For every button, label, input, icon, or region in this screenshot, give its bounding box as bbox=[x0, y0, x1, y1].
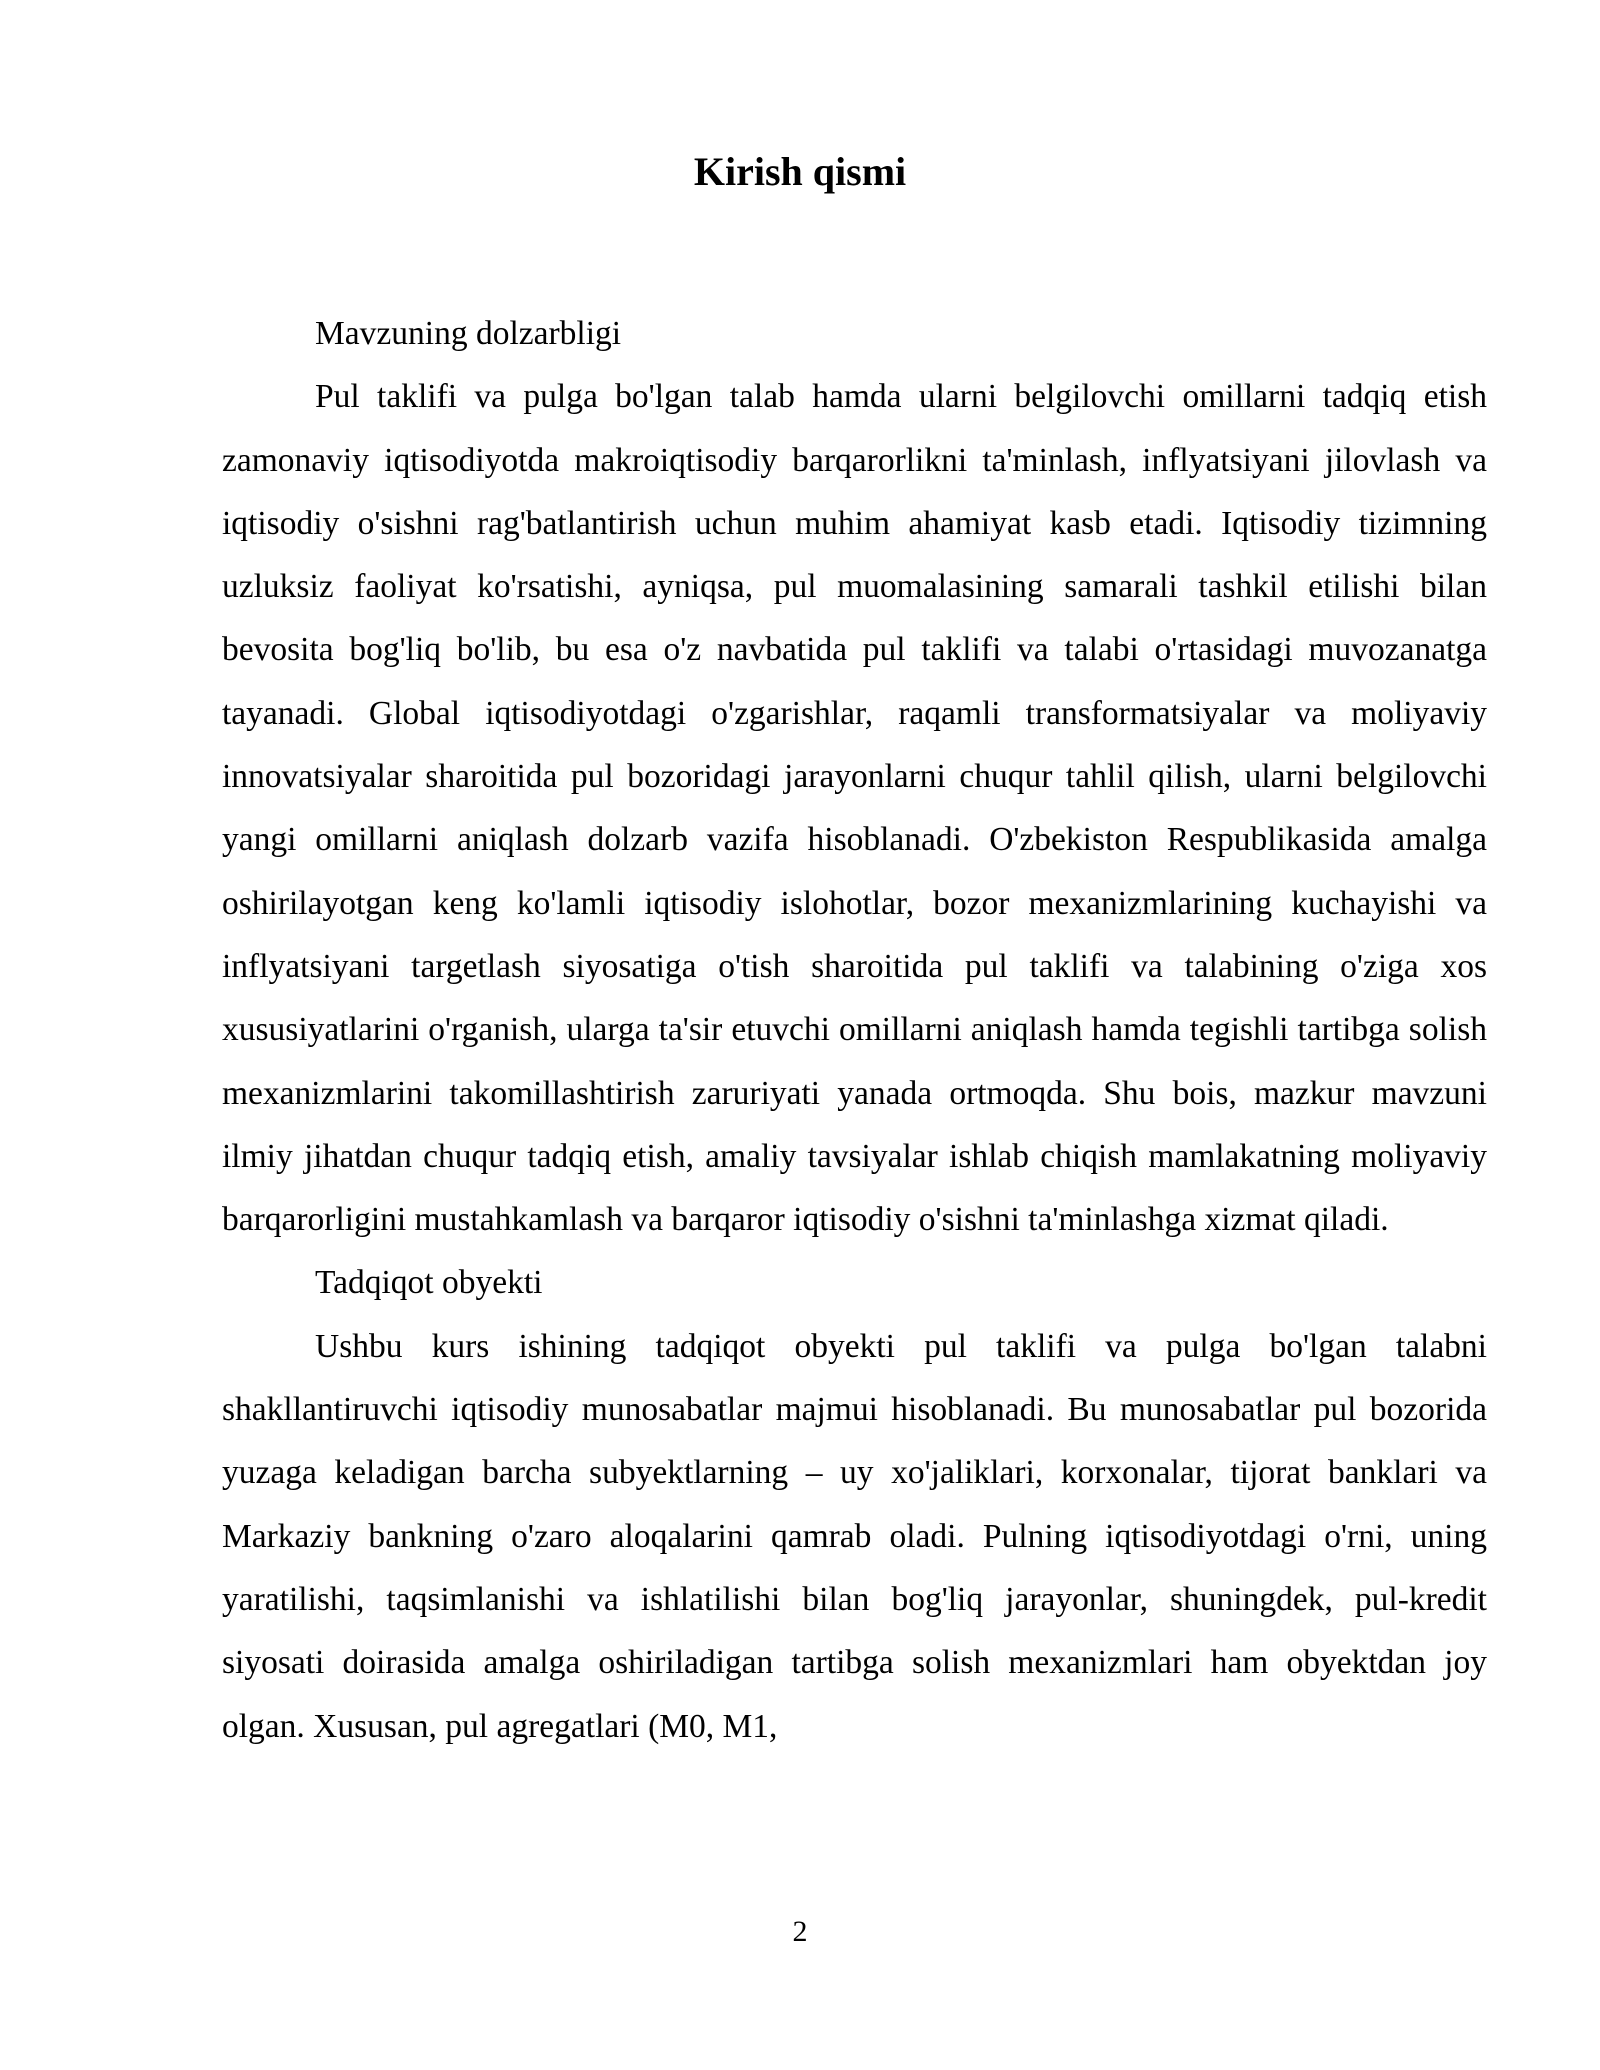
section-paragraph-research-object: Ushbu kurs ishining tadqiqot obyekti pul taklifi va pulga bo'lgan talabni shakllantiruvchi iqtisodiy munosabatlar majmui hisoblanadi. Bu munosabatlar pul bozorida yuzaga keladigan barcha subyektlarning – uy xo'jaliklari, korxonalar, tijorat banklari va Markaziy bankning o'zaro aloqalarini qamrab oladi. Pulning iqtisodiyotdagi o'rni, uning yaratilishi, taqsimlanishi va ishlatilishi bilan bog'liq jarayonlar, shuningdek, pul-kredit siyosati doirasida amalga oshiriladigan tartibga solish mexanizmlari ham obyektdan joy olgan. Xususan, pul agregatlari (M0, M1, bbox=[222, 1327, 1487, 1745]
section-heading-research-object: Tadqiqot obyekti bbox=[315, 1264, 543, 1302]
page-title: Kirish qismi bbox=[693, 149, 907, 194]
section-heading-relevance: Mavzuning dolzarbligi bbox=[315, 315, 622, 352]
section-paragraph-relevance: Pul taklifi va pulga bo'lgan talab hamda ularni belgilovchi omillarni tadqiq etish zamonaviy iqtisodiyotda makroiqtisodiy barqarorlikni ta'minlash, inflyatsiyani jilovlash va iqtisodiy o'sishni rag'batlantirish uchun muhim ahamiyat kasb etadi. Iqtisodiy tizimning uzluksiz faoliyat ko'rsatishi, ayniqsa, pul muomalasining samarali tashkil etilishi bilan bevosita bog'liq bo'lib, bu esa o'z navbatida pul taklifi va talabi o'rtasidagi muvozanatga tayanadi. Global iqtisodiyotdagi o'zgarishlar, raqamli transformatsiyalar va moliyaviy innovatsiyalar sharoitida pul bozoridagi jarayonlarni chuqur tahlil qilish, ularni belgilovchi yangi omillarni aniqlash dolzarb vazifa hisoblanadi. O'zbekiston Respublikasida amalga oshirilayotgan keng ko'lamli iqtisodiy islohotlar, bozor mexanizmlarining kuchayishi va inflyatsiyani targetlash siyosatiga o'tish sharoitida pul taklifi va talabining o'ziga xos xususiyatlarini o'rganish, ularga ta'sir etuvchi omillarni aniqlash hamda tegishli tartibga solish mexanizmlarini takomillashtirish zaruriyati yanada ortmoqda. Shu bois, mazkur mavzuni ilmiy jihatdan chuqur tadqiq etish, amaliy tavsiyalar ishlab chiqish mamlakatning moliyaviy barqarorligini mustahkamlash va barqaror iqtisodiy o'sishni ta'minlashga xizmat qiladi. bbox=[222, 378, 1487, 1239]
page-number: 2 bbox=[792, 1915, 808, 1948]
document-body bbox=[222, 302, 1487, 1758]
